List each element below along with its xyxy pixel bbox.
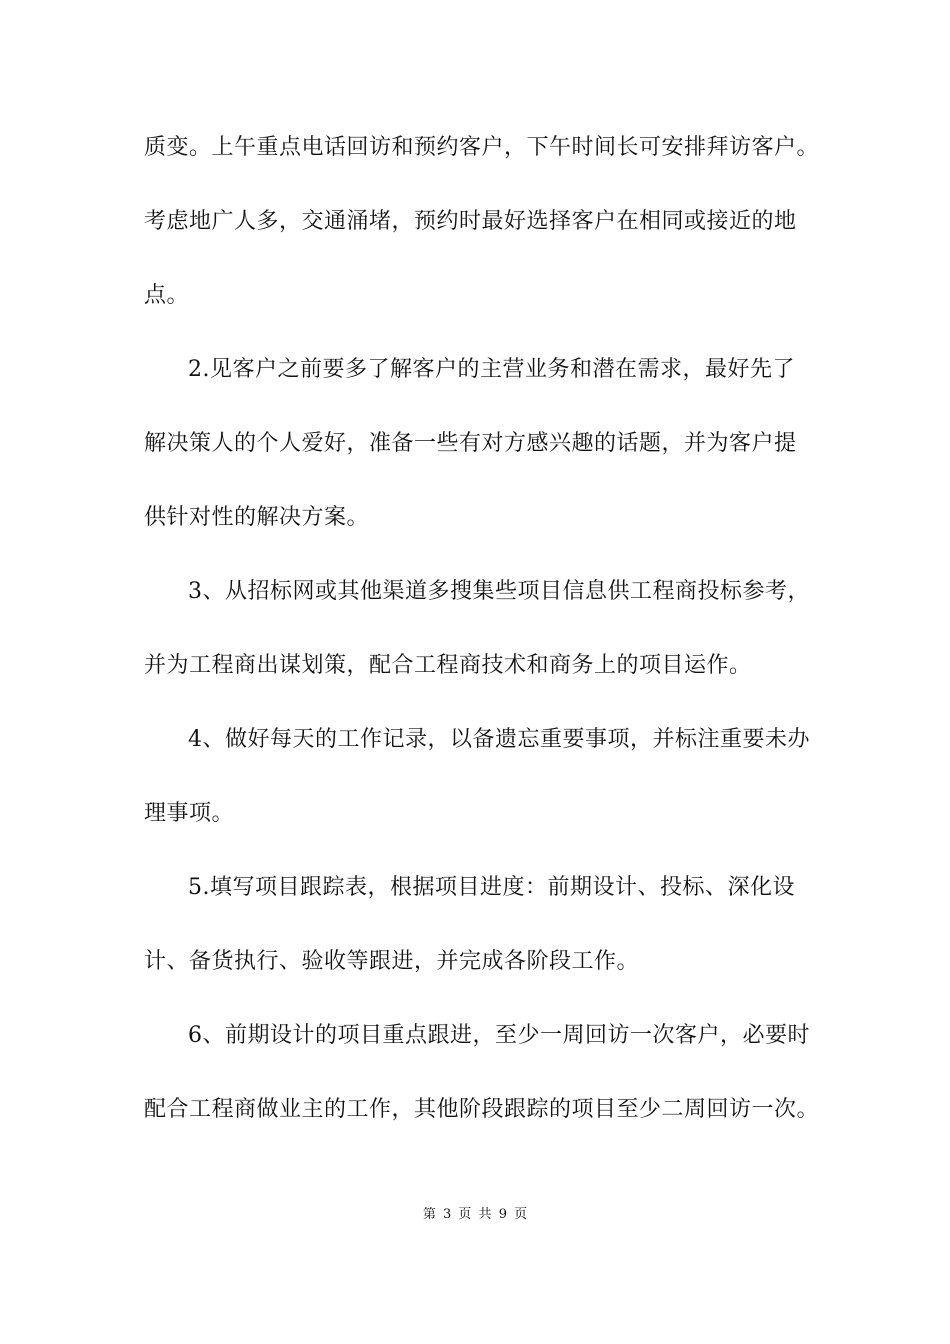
text-line: 5.填写项目跟踪表，根据项目进度：前期设计、投标、深化设	[188, 875, 795, 900]
document-body	[144, 130, 820, 1166]
text-line: 6、前期设计的项目重点跟进，至少一周回访一次客户，必要时	[188, 1023, 810, 1048]
text-line: 3、从招标网或其他渠道多搜集些项目信息供工程商投标参考，	[188, 579, 810, 604]
text-line: 配合工程商做业主的工作，其他阶段跟踪的项目至少二周回访一次。	[144, 1097, 820, 1122]
page-number-footer: 第 3 页 共 9 页	[422, 1207, 528, 1222]
text-line: 理事项。	[144, 801, 235, 826]
text-line: 并为工程商出谋划策，配合工程商技术和商务上的项目运作。	[144, 653, 752, 678]
text-line: 计、备货执行、验收等跟进，并完成各阶段工作。	[144, 949, 640, 974]
text-line: 4、做好每天的工作记录，以备遗忘重要事项，并标注重要未办	[188, 727, 810, 752]
text-line: 质变。上午重点电话回访和预约客户，下午时间长可安排拜访客户。	[144, 135, 820, 160]
text-line: 解决策人的个人爱好，准备一些有对方感兴趣的话题，并为客户提	[144, 431, 797, 456]
text-line: 点。	[144, 283, 190, 308]
text-line: 供针对性的解决方案。	[144, 505, 370, 530]
text-line: 考虑地广人多，交通涌堵，预约时最好选择客户在相同或接近的地	[144, 209, 797, 234]
text-line: 2.见客户之前要多了解客户的主营业务和潜在需求，最好先了	[188, 357, 795, 382]
